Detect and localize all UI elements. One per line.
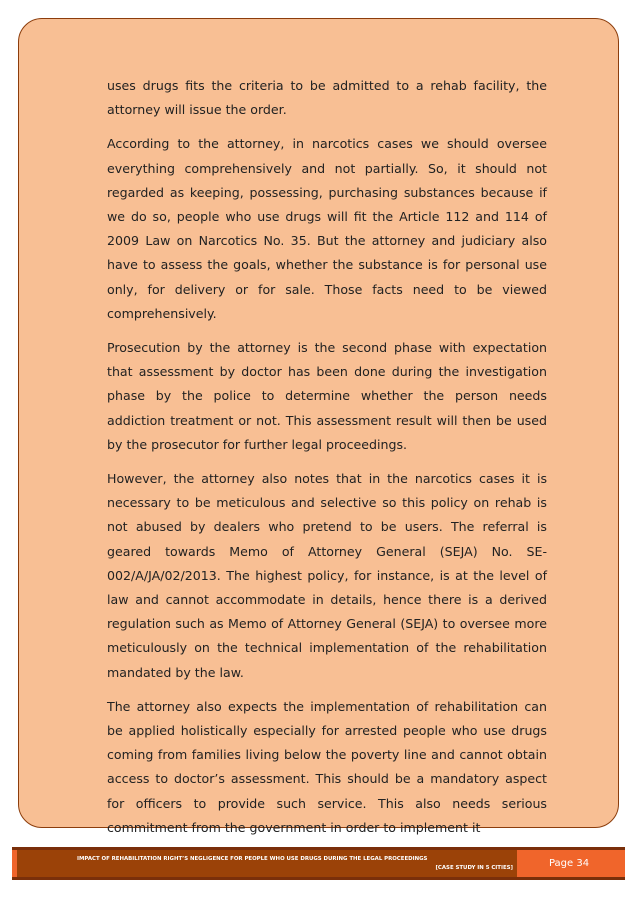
paragraph: However, the attorney also notes that in the narcotics cases it is necessary to be meticulous and selective so this policy on rehab is not abused by dealers who pretend to be users. The referral is geared towards Memo of Attorney General (SEJA) No. SE-002/A/JA/02/2013. The highest policy, for instance, is at the level of law and cannot accommodate in details, hence there is a derived regulation such as Memo of Attorney General (SEJA) to oversee more meticulously on the technical implementation of the rehabilitation mandated by the law. [107, 471, 547, 680]
paragraph: Prosecution by the attorney is the second phase with expectation that assessment by doctor has been done during the investigation phase by the police to determine whether the person needs addiction treatment or not. This assessment result will then be used by the prosecutor for further legal proceedings. [107, 340, 547, 452]
body-text [107, 74, 547, 850]
footer-title: IMPACT OF REHABILITATION RIGHT’S NEGLIGENCE FOR PEOPLE WHO USE DRUGS DURING THE LEGAL PROCEEDINGS [77, 856, 428, 862]
footer-title-block [17, 850, 517, 877]
paragraph: uses drugs fits the criteria to be admitted to a rehab facility, the attorney will issue the order. [107, 78, 547, 118]
paragraph: According to the attorney, in narcotics cases we should oversee everything comprehensively and not partially. So, it should not regarded as keeping, possessing, purchasing substances because if we do so, people who use drugs will fit the Article 112 and 114 of 2009 Law on Narcotics No. 35. But the attorney and judiciary also have to assess the goals, whether the substance is for personal use only, for delivery or for sale. Those facts need to be viewed comprehensively. [107, 136, 547, 321]
page-footer [12, 847, 625, 880]
paragraph: The attorney also expects the implementation of rehabilitation can be applied holistically especially for arrested people who use drugs coming from families living below the poverty line and cannot obtain access to doctor’s assessment. This should be a mandatory aspect for officers to provide such service. This also needs serious commitment from the government in order to implement it [107, 698, 547, 835]
footer-subtitle: [CASE STUDY IN 5 CITIES] [435, 865, 513, 871]
page-number: Page 34 [548, 858, 590, 869]
